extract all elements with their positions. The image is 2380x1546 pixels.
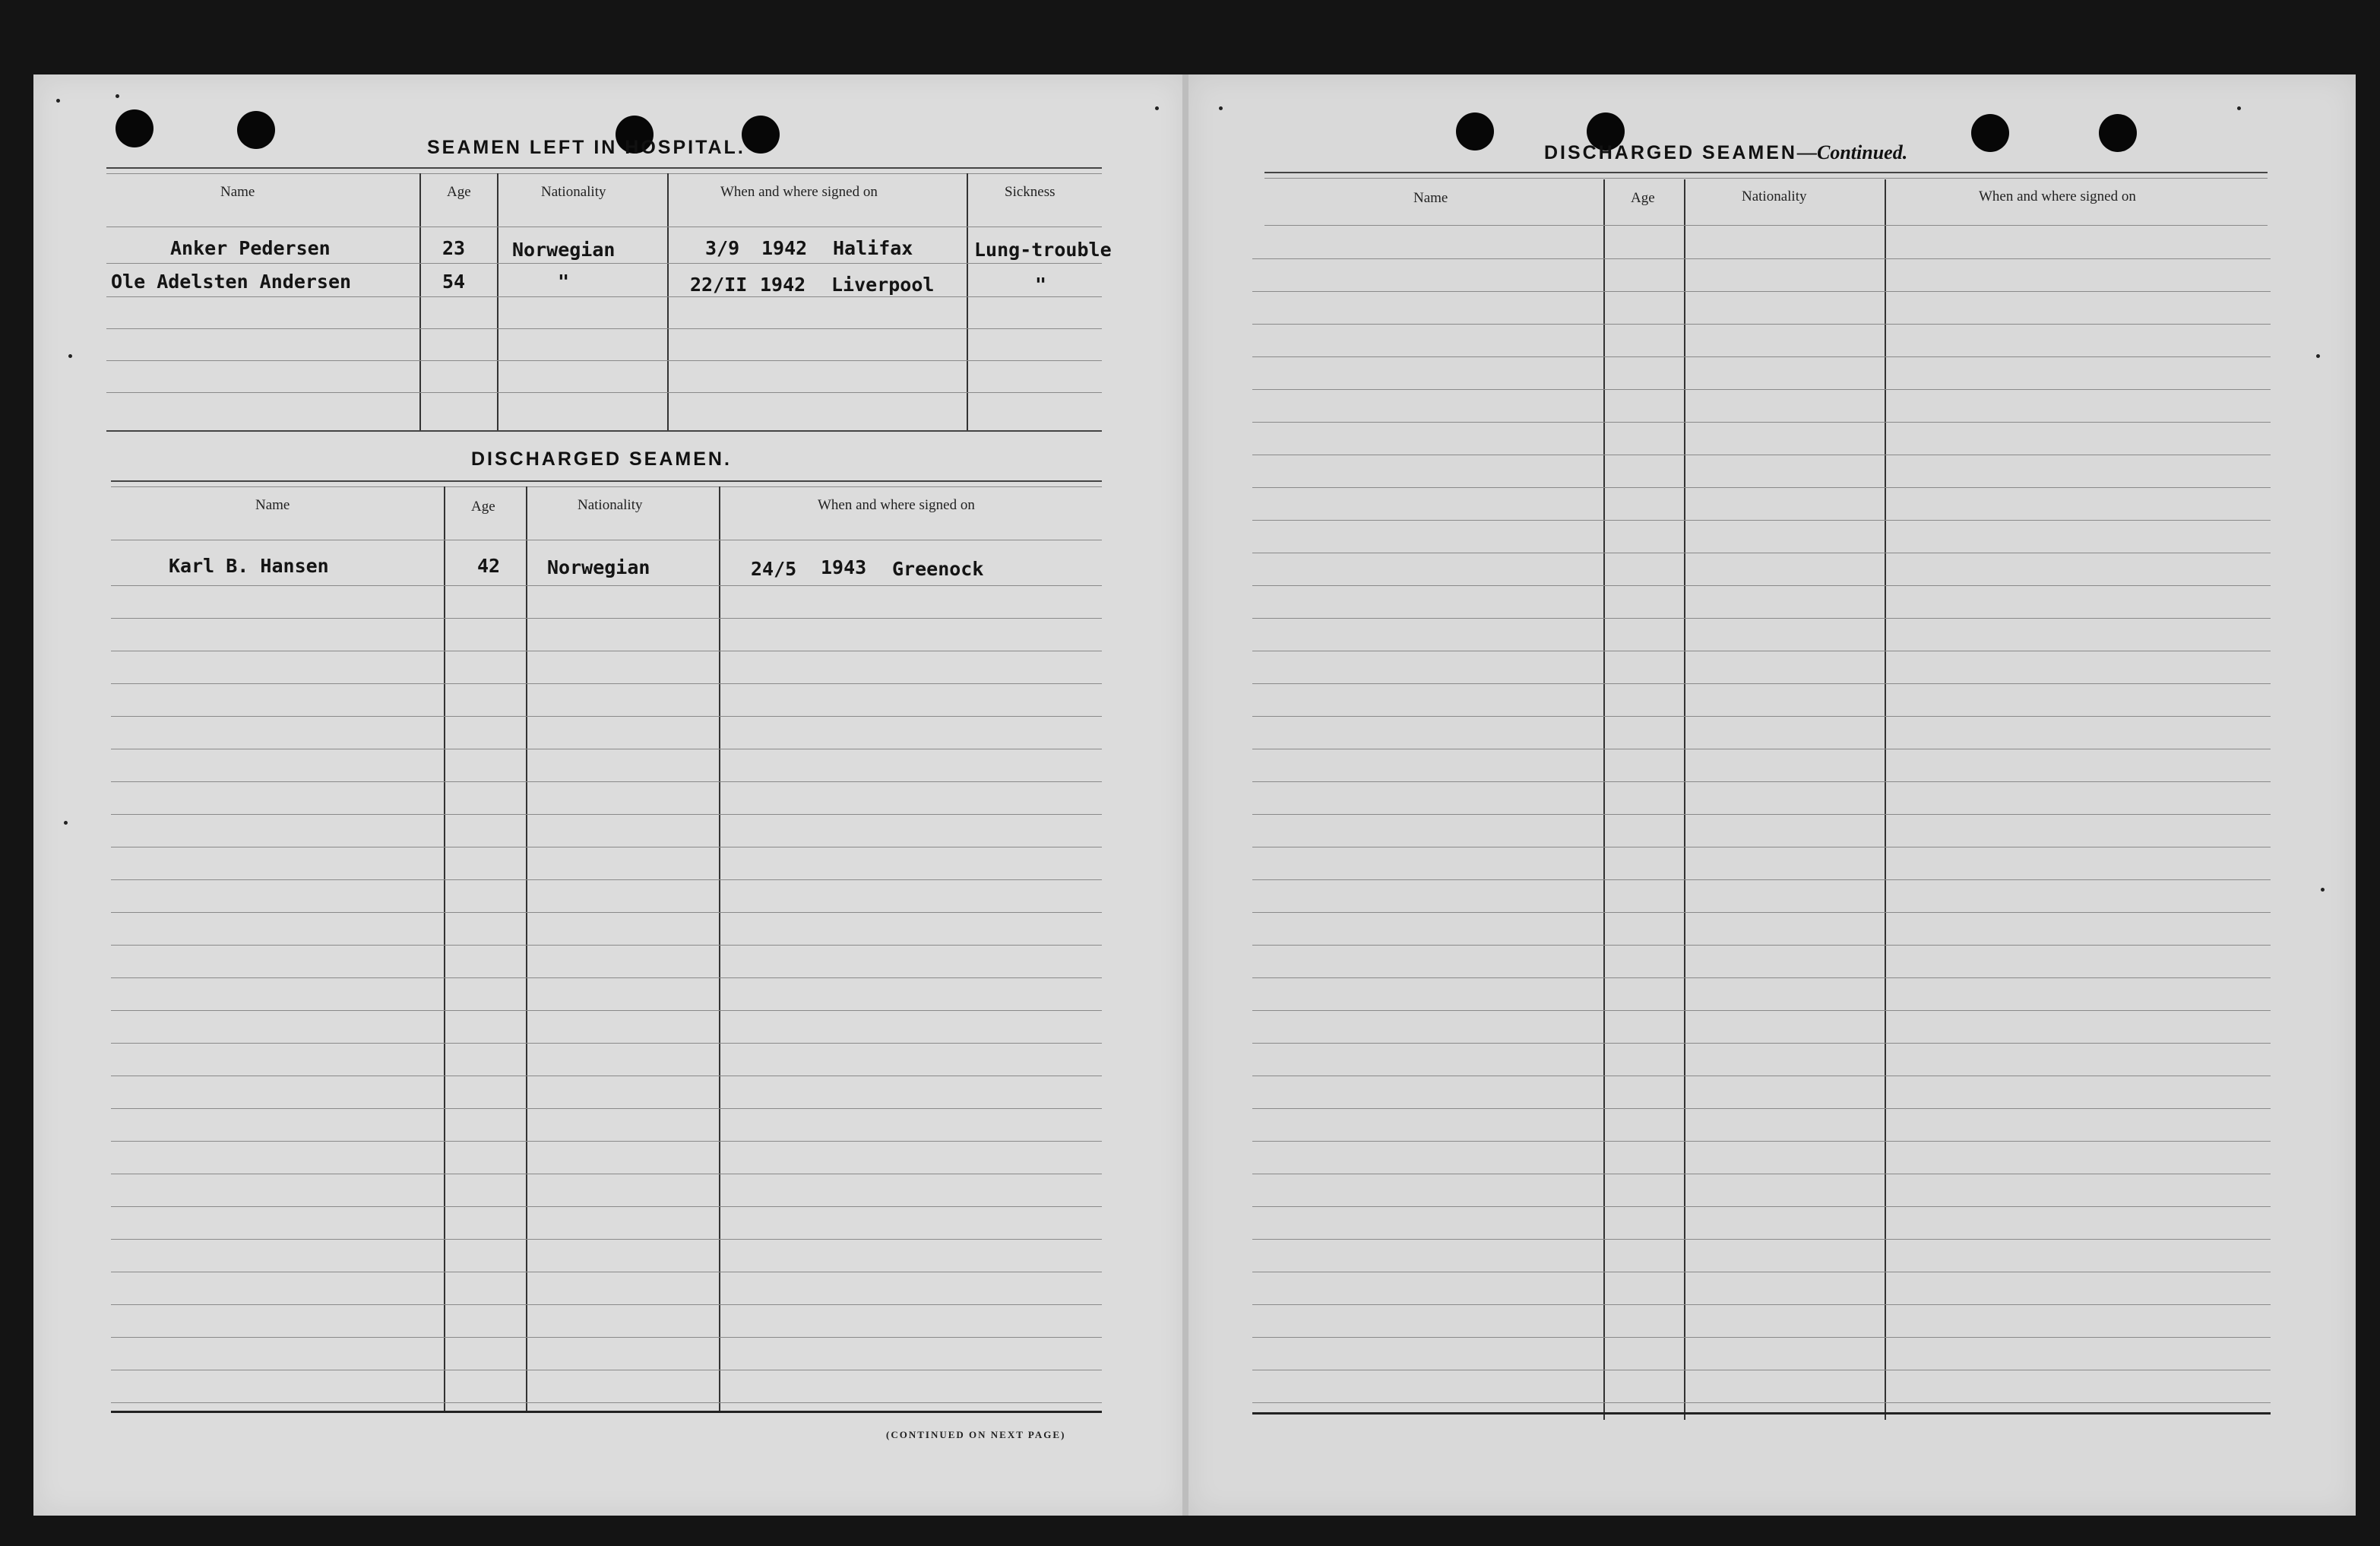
row-name: Ole Adelsten Andersen [111, 271, 352, 293]
ruled-line [111, 1141, 1102, 1142]
ruled-line [1252, 1337, 2271, 1338]
hospital-col-sickness: Sickness [1005, 184, 1055, 200]
row-year: 1942 [760, 274, 806, 296]
ruled-line [111, 814, 1102, 815]
discharged-col-name: Name [255, 497, 290, 513]
ruled-line [1252, 1108, 2271, 1109]
row-nationality: " [558, 271, 570, 293]
ruled-line [1252, 1043, 2271, 1044]
punch-hole-icon [1971, 114, 2009, 152]
ruled-line [111, 618, 1102, 619]
row-sickness: " [1035, 274, 1047, 296]
discharged-top-rule-2 [111, 486, 1102, 487]
discharged-col-nationality: Nationality [578, 497, 643, 513]
ruled-line [1252, 683, 2271, 684]
ruled-line [1252, 356, 2271, 357]
hospital-bottom-rule [106, 430, 1102, 432]
row-nationality: Norwegian [512, 239, 616, 261]
hospital-col-age: Age [447, 184, 471, 200]
ruled-line [1252, 422, 2271, 423]
right-top-rule-2 [1264, 178, 2268, 179]
hospital-col-nationality: Nationality [541, 184, 606, 200]
scan-speck [1219, 106, 1223, 110]
hospital-row-rule [106, 263, 1102, 264]
punch-hole-icon [116, 109, 153, 147]
ruled-line [1252, 258, 2271, 259]
ruled-line [1252, 618, 2271, 619]
discharged-section-title: DISCHARGED SEAMEN. [471, 448, 732, 470]
ruled-line [1252, 716, 2271, 717]
row-place: Halifax [833, 237, 913, 259]
ruled-line [111, 1402, 1102, 1403]
punch-hole-icon [237, 111, 275, 149]
row-year: 1943 [821, 556, 867, 578]
ruled-line [111, 1010, 1102, 1011]
ruled-line [1252, 977, 2271, 978]
hospital-col-divider [419, 173, 421, 432]
hospital-top-rule-2 [106, 173, 1102, 174]
continued-note: (CONTINUED ON NEXT PAGE) [886, 1429, 1066, 1440]
row-age: 54 [442, 271, 466, 293]
ruled-line [1252, 879, 2271, 880]
row-age: 23 [442, 237, 466, 259]
row-place: Greenock [892, 558, 984, 580]
right-page-title [1544, 141, 1907, 164]
discharged-bottom-rule [111, 1411, 1102, 1413]
ruled-line [111, 1206, 1102, 1207]
ruled-line [111, 1108, 1102, 1109]
ruled-line [1252, 912, 2271, 913]
right-col-age: Age [1631, 190, 1655, 206]
row-year: 1942 [761, 237, 808, 259]
ruled-line [1252, 1141, 2271, 1142]
scan-speck [68, 354, 72, 358]
row-nationality: Norwegian [547, 556, 650, 578]
row-date: 3/9 [705, 237, 740, 259]
row-age: 42 [477, 555, 501, 577]
ruled-line [111, 912, 1102, 913]
right-header-rule [1264, 225, 2268, 226]
row-date: 22/II [690, 274, 748, 296]
hospital-top-rule [106, 167, 1102, 169]
right-col-name: Name [1413, 190, 1448, 206]
ruled-line [111, 977, 1102, 978]
ruled-line [111, 1304, 1102, 1305]
ruled-line [111, 1239, 1102, 1240]
ruled-line [111, 1337, 1102, 1338]
ruled-line [1252, 945, 2271, 946]
hospital-col-divider [497, 173, 498, 432]
hospital-section-title: SEAMEN LEFT IN HOSPITAL. [427, 137, 745, 158]
punch-hole-icon [1456, 112, 1494, 150]
scan-speck [64, 821, 68, 825]
ruled-line [1252, 1010, 2271, 1011]
scan-speck [1155, 106, 1159, 110]
hospital-row-rule [106, 328, 1102, 329]
punch-hole-icon [742, 116, 780, 154]
punch-hole-icon [2099, 114, 2137, 152]
right-bottom-rule [1252, 1412, 2271, 1415]
ruled-line [1252, 1304, 2271, 1305]
ruled-line [1252, 487, 2271, 488]
row-sickness: Lung-trouble [974, 239, 1112, 261]
hospital-col-name: Name [220, 184, 255, 200]
discharged-col-signed-on: When and where signed on [818, 497, 975, 513]
right-title-continued: —Continued. [1796, 141, 1908, 163]
ruled-line [1252, 1239, 2271, 1240]
ruled-line [1252, 585, 2271, 586]
row-date: 24/5 [751, 558, 797, 580]
ruled-line [1252, 781, 2271, 782]
hospital-col-divider [967, 173, 968, 432]
row-name: Anker Pedersen [170, 237, 331, 259]
ruled-line [111, 1043, 1102, 1044]
ruled-line [1252, 389, 2271, 390]
ruled-line [1252, 1402, 2271, 1403]
hospital-col-divider [667, 173, 669, 432]
ruled-line [1252, 324, 2271, 325]
ruled-line [111, 585, 1102, 586]
ruled-line [111, 683, 1102, 684]
row-place: Liverpool [831, 274, 935, 296]
ruled-line [1252, 520, 2271, 521]
scan-speck [116, 94, 119, 98]
ruled-line [1252, 291, 2271, 292]
right-col-signed-on: When and where signed on [1979, 188, 2136, 204]
ruled-line [111, 879, 1102, 880]
ruled-line [111, 781, 1102, 782]
ruled-line [111, 945, 1102, 946]
hospital-row-rule [106, 296, 1102, 297]
discharged-top-rule [111, 480, 1102, 482]
scan-speck [2321, 888, 2325, 892]
ruled-line [1252, 1206, 2271, 1207]
hospital-row-rule [106, 360, 1102, 361]
ruled-line [111, 716, 1102, 717]
scan-speck [56, 99, 60, 103]
right-col-divider [1603, 179, 1605, 1420]
right-col-nationality: Nationality [1742, 188, 1807, 204]
scan-speck [2316, 354, 2320, 358]
right-top-rule [1264, 172, 2268, 173]
hospital-col-signed-on: When and where signed on [720, 184, 878, 200]
hospital-row-rule [106, 392, 1102, 393]
right-col-divider [1885, 179, 1886, 1420]
ruled-line [1252, 814, 2271, 815]
right-title-main: DISCHARGED SEAMEN [1544, 142, 1797, 163]
right-col-divider [1684, 179, 1685, 1420]
scan-speck [2237, 106, 2241, 110]
discharged-col-age: Age [471, 499, 495, 515]
row-name: Karl B. Hansen [169, 555, 329, 577]
